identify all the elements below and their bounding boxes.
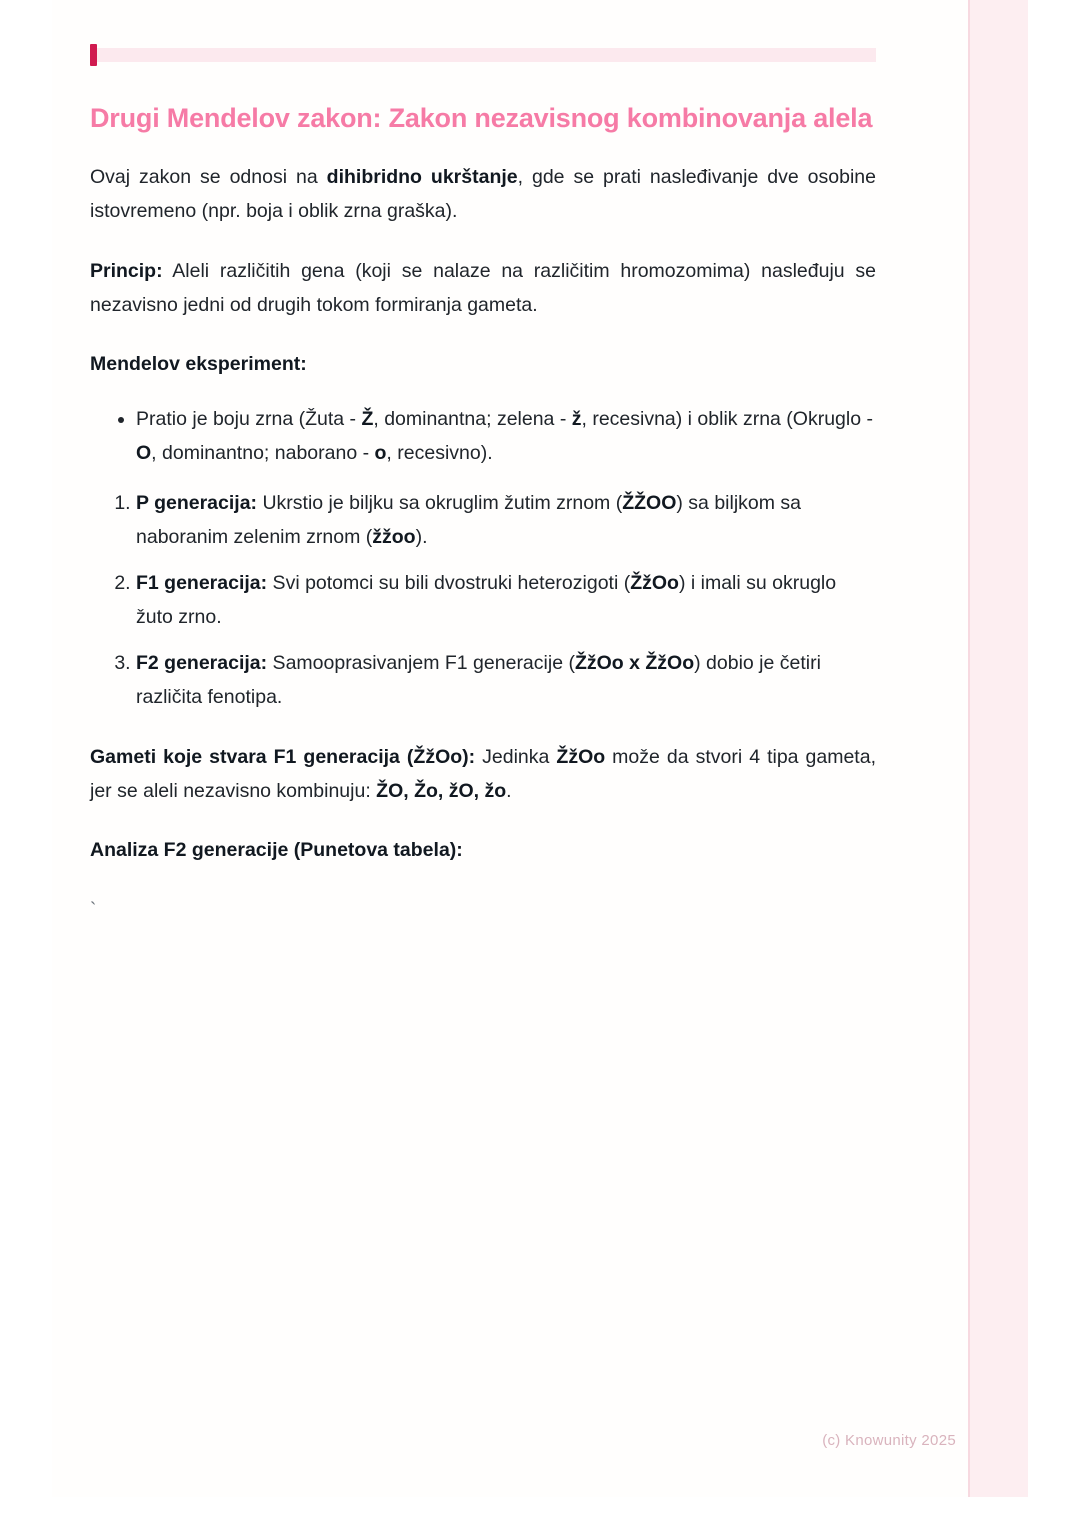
step-bold-1: ŽžOo bbox=[630, 572, 679, 594]
gametes-bold-2: ŽO, Žo, žO, žo bbox=[376, 780, 507, 802]
intro-paragraph bbox=[90, 160, 876, 228]
step-text-1: Svi potomci su bili dvostruki heterozigoti ( bbox=[267, 572, 631, 594]
page-side-band bbox=[968, 0, 1028, 1497]
step-text-2: ) dobio je četiri različita fenotipa. bbox=[136, 652, 821, 708]
step-text-1: Ukrstio je biljku sa okruglim žutim zrnom ( bbox=[257, 492, 623, 514]
bullet-bold-1: Ž bbox=[361, 408, 374, 430]
bullet-text-4: , dominantno; naborano - bbox=[151, 442, 375, 464]
step-bold-1: ŽŽOO bbox=[622, 492, 677, 514]
principle-label: Princip: bbox=[90, 260, 163, 282]
list-item bbox=[136, 566, 876, 634]
list-item bbox=[136, 486, 876, 554]
principle-text: Aleli različitih gena (koji se nalaze na različitim hromozomima) nasleđuju se nezavisno jedni od drugih tokom formiranja gameta. bbox=[90, 260, 876, 316]
bullet-text-1: Pratio je boju zrna (Žuta - bbox=[136, 408, 362, 430]
note-body bbox=[90, 160, 876, 922]
page-top-accent-bar bbox=[90, 44, 876, 66]
step-text-2: ) i imali su okruglo žuto zrno. bbox=[136, 572, 837, 628]
bullet-bold-4: o bbox=[374, 442, 387, 464]
accent-marker bbox=[90, 44, 97, 66]
gametes-text-2: može da stvori 4 tipa gameta, jer se aleli nezavisno kombinuju: bbox=[90, 746, 876, 802]
step-text-1: Samooprasivanjem F1 generacije ( bbox=[267, 652, 575, 674]
accent-bar-fill bbox=[97, 48, 876, 62]
principle-paragraph bbox=[90, 254, 876, 322]
gametes-paragraph bbox=[90, 740, 876, 808]
gametes-text-1: Jedinka bbox=[475, 746, 557, 768]
experiment-heading: Mendelov eksperiment: bbox=[90, 353, 307, 375]
intro-text-1: Ovaj zakon se odnosi na bbox=[90, 166, 327, 188]
code-fence-tick: ` bbox=[90, 900, 97, 921]
analysis-heading: Analiza F2 generacije (Punetova tabela): bbox=[90, 839, 463, 861]
step-text-2: ) sa biljkom sa naboranim zelenim zrnom ( bbox=[136, 492, 802, 548]
generation-steps-list bbox=[90, 486, 876, 714]
bullet-bold-2: ž bbox=[571, 408, 582, 430]
gametes-bold-1: ŽžOo bbox=[556, 746, 606, 768]
bullet-text-5: , recesivno). bbox=[386, 442, 493, 464]
bullet-bold-3: O bbox=[136, 442, 152, 464]
page-title: Drugi Mendelov zakon: Zakon nezavisnog kombinovanja alela bbox=[90, 103, 873, 133]
gametes-text-3: . bbox=[506, 780, 512, 802]
bullet-text-2: , dominantna; zelena - bbox=[373, 408, 572, 430]
step-bold-2: žžoo bbox=[372, 526, 416, 548]
step-text-3: ). bbox=[415, 526, 428, 548]
experiment-bullet-list bbox=[90, 402, 876, 470]
bullet-text-3: , recesivna) i oblik zrna (Okruglo - bbox=[581, 408, 873, 430]
intro-text-2: , gde se prati nasleđivanje dve osobine istovremeno (npr. boja i oblik zrna graška). bbox=[90, 166, 876, 222]
step-label: P generacija: bbox=[136, 492, 258, 514]
step-bold-1: ŽžOo x ŽžOo bbox=[574, 652, 695, 674]
intro-bold-term: dihibridno ukrštanje bbox=[326, 166, 518, 188]
step-label: F2 generacija: bbox=[136, 652, 268, 674]
list-item bbox=[136, 402, 876, 470]
note-page bbox=[52, 0, 1028, 1497]
list-item bbox=[136, 646, 876, 714]
footer-credit: (c) Knowunity 2025 bbox=[822, 1432, 956, 1449]
gametes-label: Gameti koje stvara F1 generacija (ŽžOo): bbox=[90, 746, 476, 768]
step-label: F1 generacija: bbox=[136, 572, 268, 594]
page-surface bbox=[52, 0, 1028, 1497]
